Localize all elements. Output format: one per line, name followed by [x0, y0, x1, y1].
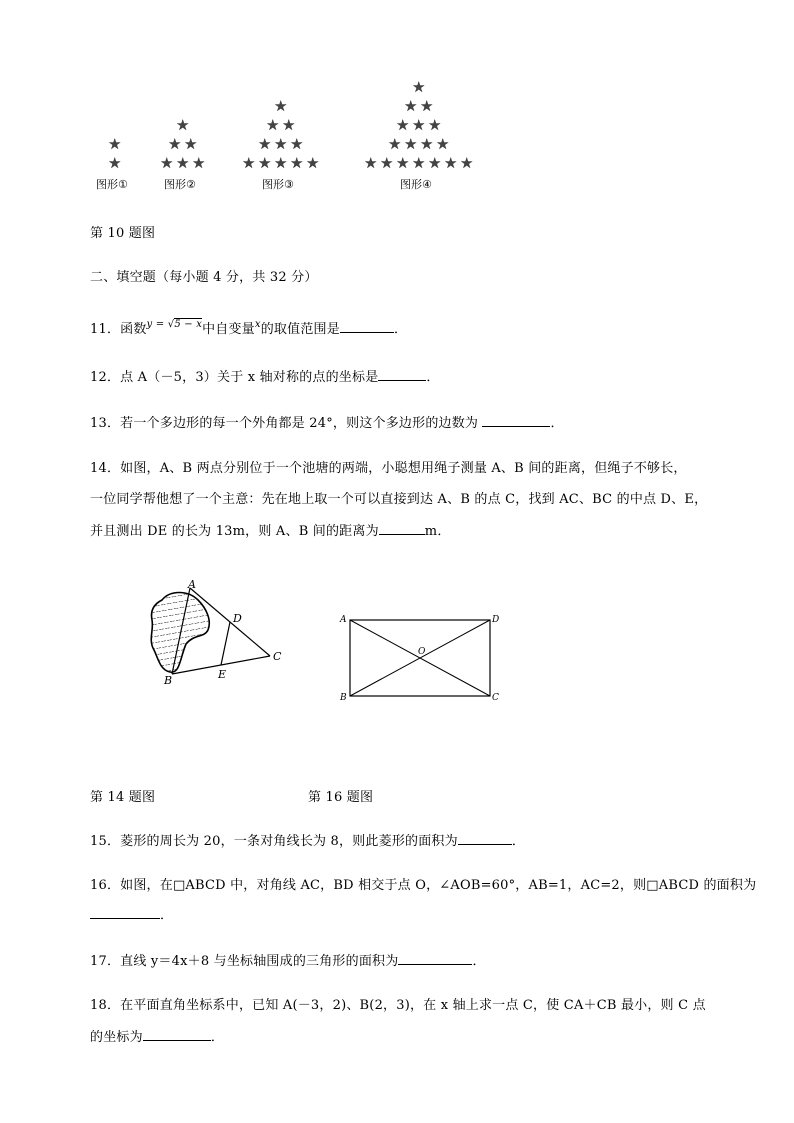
question-16-line-2	[90, 904, 173, 923]
star-icon: ★	[396, 116, 410, 134]
question-14-line-2: 一位同学帮他想了一个主意：先在地上取一个可以直接到达 A、B 的点 C，找到 AC、BC 的中点 D、E，	[90, 492, 708, 507]
star-icon: ★	[404, 135, 418, 153]
star-icon: ★	[258, 154, 272, 172]
q11-radical: √5 − x	[167, 319, 203, 330]
answer-blank[interactable]	[379, 522, 425, 535]
star-icon: ★	[364, 154, 378, 172]
figure-label: 图形①	[96, 178, 128, 191]
question-14-line-1: 14．如图，A、B 两点分别位于一个池塘的两端，小聪想用绳子测量 A、B 间的距离，但绳子不够长，	[90, 461, 687, 476]
q16-end: ．	[160, 908, 174, 923]
figure-16-diagram	[335, 608, 510, 708]
star-icon: ★	[388, 135, 402, 153]
q13-text: 13．若一个多边形的每一个外角都是 24°，则这个多边形的边数为	[90, 416, 483, 431]
star-icon: ★	[176, 116, 190, 134]
star-icon: ★	[176, 154, 190, 172]
point-label-C: C	[273, 650, 282, 663]
answer-blank[interactable]	[90, 906, 160, 919]
q18-text: 的坐标为	[90, 1030, 143, 1045]
star-icon: ★	[380, 154, 394, 172]
star-icon: ★	[420, 135, 434, 153]
question-18-line-2	[90, 1026, 224, 1045]
answer-blank[interactable]	[340, 320, 394, 333]
star-icon: ★	[290, 135, 304, 153]
answer-blank[interactable]	[482, 414, 550, 427]
star-icon: ★	[108, 154, 122, 172]
point-label-A: A	[340, 615, 347, 625]
q11-radicand: 5 − x	[174, 319, 203, 330]
figure-label: 图形④	[400, 178, 432, 191]
star-icon: ★	[242, 154, 256, 172]
q11-end: ．	[393, 322, 408, 337]
star-icon: ★	[444, 154, 458, 172]
question-11	[90, 318, 407, 337]
q13-end: ．	[550, 416, 564, 431]
star-icon: ★	[436, 135, 450, 153]
star-icon: ★	[460, 154, 474, 172]
question-16-line-1: 16．如图，在□ABCD 中，对角线 AC，BD 相交于点 O，∠AOB=60°，AB=1，AC=2，则□ABCD 的面积为	[90, 878, 757, 893]
figure-10-caption: 第 10 题图	[90, 226, 156, 241]
star-icon: ★	[192, 154, 206, 172]
star-icon: ★	[404, 97, 418, 115]
star-icon: ★	[396, 154, 410, 172]
q11-text-post: 的取值范围是	[260, 322, 340, 337]
point-label-C: C	[492, 693, 499, 703]
star-icon: ★	[428, 116, 442, 134]
star-icon: ★	[168, 135, 182, 153]
star-icon: ★	[160, 154, 174, 172]
star-icon: ★	[274, 135, 288, 153]
q11-variable: x	[254, 319, 261, 330]
star-icon: ★	[412, 78, 426, 96]
segment-DE	[221, 622, 230, 665]
star-icon: ★	[306, 154, 320, 172]
question-14-line-3	[90, 520, 451, 539]
answer-blank[interactable]	[458, 832, 512, 845]
star-icon: ★	[428, 154, 442, 172]
q14-text: 并且测出 DE 的长为 13m，则 A、B 间的距离为	[90, 524, 379, 539]
star-icon: ★	[412, 154, 426, 172]
point-label-B: B	[164, 674, 173, 687]
point-label-A: A	[188, 578, 196, 591]
figure-label: 图形③	[262, 178, 294, 191]
q17-end: ．	[472, 954, 486, 969]
question-15	[90, 830, 525, 849]
star-icon: ★	[412, 116, 426, 134]
q15-text: 15．菱形的周长为 20，一条对角线长为 8，则此菱形的面积为	[90, 834, 458, 849]
point-label-E: E	[218, 668, 227, 681]
point-label-O: O	[418, 647, 426, 657]
answer-blank[interactable]	[398, 952, 472, 965]
question-18-line-1: 18．在平面直角坐标系中，已知 A(－3，2)、B(2，3)，在 x 轴上求一点 C，使 CA＋CB 最小，则 C 点	[90, 998, 706, 1013]
q11-formula-eq: =	[152, 319, 168, 330]
question-13	[90, 412, 564, 431]
q15-end: ．	[511, 834, 526, 849]
star-icon: ★	[108, 135, 122, 153]
section-heading: 二、填空题（每小题 4 分，共 32 分）	[90, 270, 318, 285]
figure-16-caption: 第 16 题图	[308, 790, 374, 805]
star-icon: ★	[258, 135, 272, 153]
q12-text: 12．点 A（－5，3）关于 x 轴对称的点的坐标是	[90, 370, 379, 385]
q12-end: ．	[426, 370, 440, 385]
point-label-D: D	[492, 615, 500, 625]
figure-10	[90, 78, 510, 200]
question-17	[90, 950, 486, 969]
star-icon: ★	[274, 97, 288, 115]
star-icon: ★	[266, 116, 280, 134]
q14-end: m．	[424, 524, 451, 539]
point-label-B: B	[340, 693, 347, 703]
q11-formula-lhs: y	[146, 319, 153, 330]
answer-blank[interactable]	[143, 1028, 211, 1041]
point-label-D: D	[233, 612, 242, 625]
star-icon: ★	[274, 154, 288, 172]
figure-14-caption: 第 14 题图	[90, 790, 156, 805]
q11-text-mid: 中自变量	[202, 322, 255, 337]
figure-14-diagram	[140, 578, 300, 688]
star-icon: ★	[184, 135, 198, 153]
q17-text: 17．直线 y＝4x＋8 与坐标轴围成的三角形的面积为	[90, 954, 399, 969]
star-icon: ★	[420, 97, 434, 115]
star-icon: ★	[290, 154, 304, 172]
question-12	[90, 366, 440, 385]
answer-blank[interactable]	[378, 368, 426, 381]
star-icon: ★	[282, 116, 296, 134]
q11-text-start: 11．函数	[90, 322, 147, 337]
q18-end: ．	[210, 1030, 225, 1045]
figure-label: 图形②	[164, 178, 196, 191]
